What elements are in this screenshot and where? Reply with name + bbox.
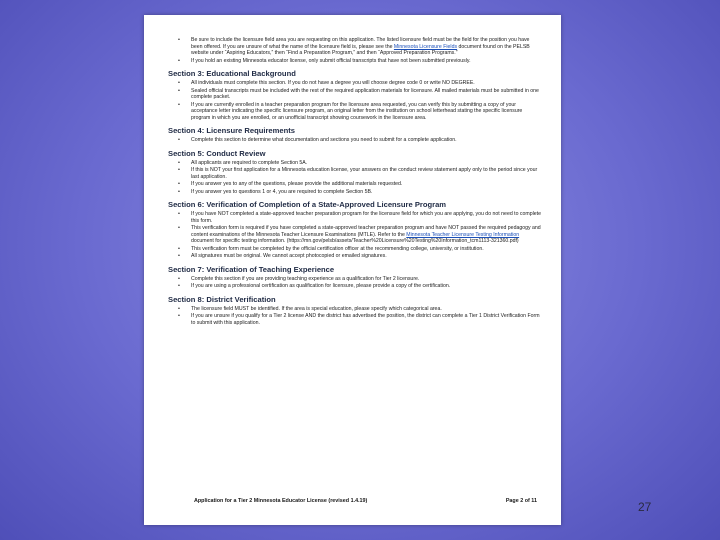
- bullet-item: [168, 225, 541, 245]
- bullet-item: [168, 181, 541, 188]
- bullet-text-continued: document found on the PELSB website under “Aspiring Educators,” then “Find a Preparation Program,” and then “Approved Preparation Programs.”: [191, 43, 530, 57]
- section-heading: Section 7: Verification of Teaching Experience: [168, 264, 335, 274]
- bullet-text: Sealed official transcripts must be included with the rest of the required application materials for licensure. All mailed materials must be submitted in one complete packet.: [191, 87, 539, 101]
- bullet-text: If you are unsure if you qualify for a Tier 2 license AND the district has advertised the position, the district can complete a Tier 1 District Verification Form to submit with this application.: [191, 313, 540, 326]
- section-heading: Section 3: Educational Background: [168, 69, 296, 79]
- bullet-text: This verification form must be completed by the official certification officer at the recommending college, university, or institution.: [191, 245, 484, 252]
- bullet-item: [168, 189, 541, 196]
- bullet-text: The licensure field MUST be identified. If the area is special education, please specify which categorical area.: [191, 305, 442, 312]
- bullet-list: [168, 306, 541, 327]
- slide-number: 27: [638, 500, 652, 514]
- bullet-item: [168, 211, 541, 224]
- bullet-text: All signatures must be original. We cannot accept photocopied or emailed signatures.: [191, 253, 387, 260]
- bullet-item: [168, 37, 541, 57]
- bullet-item: [168, 276, 541, 283]
- section-heading: Section 5: Conduct Review: [168, 148, 266, 158]
- bullet-list: [168, 160, 541, 195]
- bullet-item: [168, 253, 541, 260]
- bullet-item: [168, 80, 541, 87]
- bullet-text: Complete this section if you are providing teaching experience as a qualification for Tier 2 licensure.: [191, 275, 420, 282]
- document-content: [168, 37, 541, 326]
- document-link[interactable]: Minnesota Licensure Fields: [393, 43, 458, 50]
- bullet-text: All individuals must complete this section. If you do not have a degree you will choose degree code 0 or write NO DEGREE.: [191, 80, 475, 87]
- bullet-text: If you have NOT completed a state-approved teacher preparation program for the licensure field for which you are applying, you do not need to complete this form.: [191, 211, 541, 224]
- bullet-item: [168, 246, 541, 253]
- bullet-text: If you are using a professional certification as qualification for licensure, please provide a copy of the certification.: [191, 283, 451, 290]
- bullet-item: [168, 283, 541, 290]
- section-heading: Section 8: District Verification: [168, 294, 276, 304]
- bullet-text: If you hold an existing Minnesota educator license, only submit official transcripts that have not been submitted previously.: [191, 57, 471, 64]
- bullet-item: [168, 306, 541, 313]
- bullet-text: If you answer yes to questions 1 or 4, you are required to complete Section 5B.: [191, 188, 373, 195]
- bullet-list: [168, 276, 541, 290]
- bullet-list: [168, 137, 541, 144]
- bullet-text: Be sure to include the licensure field area you are requesting on this application. The listed licensure field must be the field for the position you have been offered. If you are unsure of what the name of the licensure field is, please see the: [191, 37, 530, 50]
- section-heading: Section 4: Licensure Requirements: [168, 126, 296, 136]
- bullet-item: [168, 102, 541, 122]
- bullet-item: [168, 167, 541, 180]
- bullet-item: [168, 160, 541, 167]
- footer-page-number: Page 2 of 11: [505, 498, 537, 504]
- bullet-item: [168, 58, 541, 65]
- bullet-text: If this is NOT your first application for a Minnesota education license, your answers on the conduct review statement apply only to the period since your last application.: [191, 167, 538, 180]
- bullet-item: [168, 88, 541, 101]
- footer-title: Application for a Tier 2 Minnesota Educator License (revised 1.4.19): [194, 498, 368, 504]
- section-heading: Section 6: Verification of Completion of a State-Approved Licensure Program: [168, 200, 447, 210]
- bullet-item: [168, 313, 541, 326]
- bullet-list: [168, 211, 541, 260]
- bullet-list: [168, 37, 541, 64]
- bullet-text: This verification form is required if you have completed a state-approved teacher preparation program and have NOT passed the required pedagogy and content examinations of the Minnesota Teacher Licensure Examinations (MTLE). Refer to the: [191, 225, 541, 238]
- page-footer: [194, 498, 537, 504]
- bullet-text: Complete this section to determine what documentation and sections you need to submit for a complete application.: [191, 137, 457, 144]
- bullet-text: If you are currently enrolled in a teacher preparation program for the licensure area requested, you can verify this by submitting a copy of your acceptance letter indicating the specific licensure program, an original letter from the institution on school letterhead stating the specific licensure program in which you are enrolled, or an unofficial transcript showing coursework in the licensure area.: [191, 101, 523, 121]
- bullet-list: [168, 80, 541, 121]
- bullet-text: All applicants are required to complete Section 5A.: [191, 159, 308, 166]
- bullet-text-continued: document for specific testing information. (https://mn.gov/pelsb/assets/Teacher%20Licensure%20Testing%20Information_tcm1113-321360.pdf): [191, 238, 519, 245]
- document-link[interactable]: Minnesota Teacher Licensure Testing Information: [406, 231, 520, 238]
- document-page: [144, 15, 561, 525]
- bullet-text: If you answer yes to any of the questions, please provide the additional materials requested.: [191, 181, 403, 188]
- bullet-item: [168, 137, 541, 144]
